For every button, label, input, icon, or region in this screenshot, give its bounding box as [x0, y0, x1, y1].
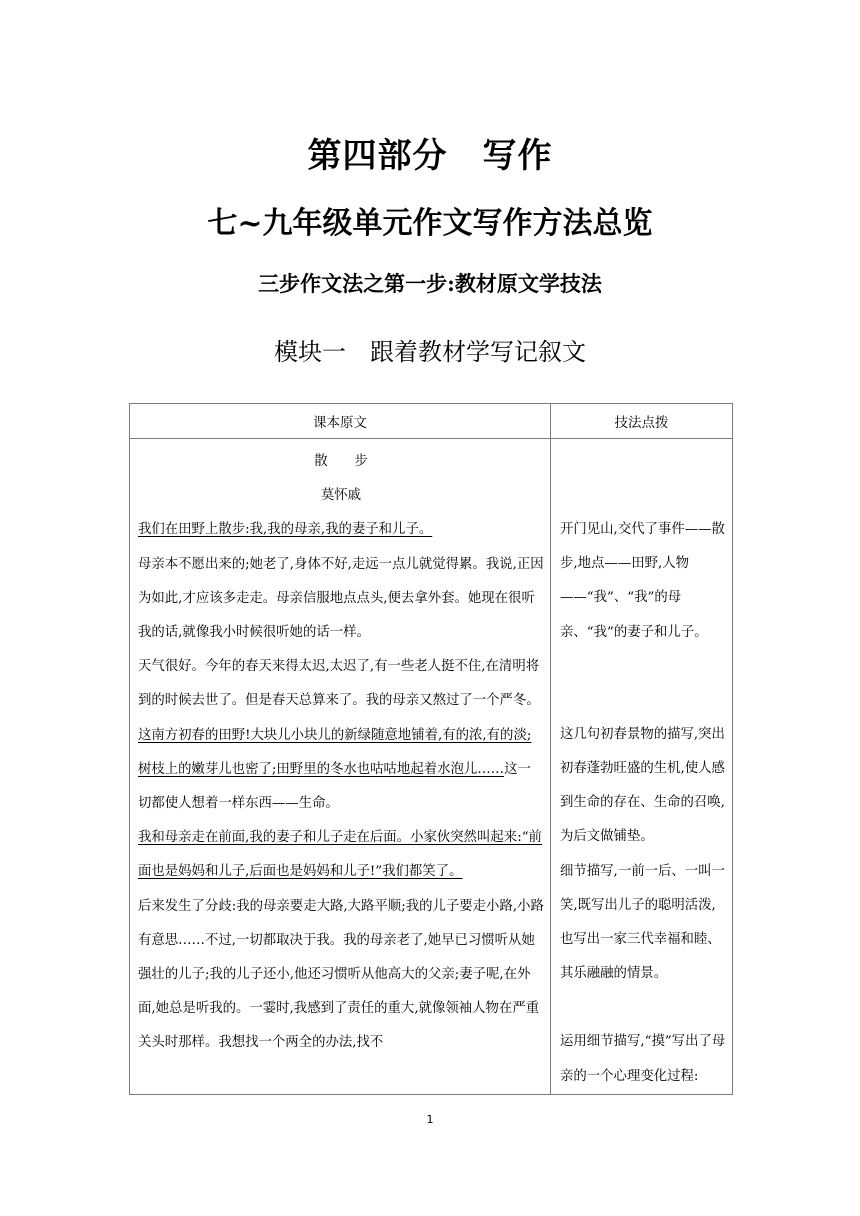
table-body-row	[130, 439, 733, 1095]
plain-text: 后来发生了分歧:我的母亲要走大路,大路平顺;我的儿子要走小路,小路有意思……不过,一切都取决于我。我的母亲老了,她早已习惯听从她强壮的儿子;我的儿子还小,他还习惯听从他高大的父亲;妻子呢,在外面,她总是听我的。一霎时,我感到了责任的重大,就像领袖人物在严重关头时那样。我想找一个两全的办法,找不	[138, 898, 544, 1051]
original-text-cell	[130, 439, 551, 1095]
paragraph	[138, 548, 544, 651]
underlined-text: 我们在田野上散步:我,我的母亲,我的妻子和儿子。	[138, 522, 433, 538]
technique-notes-cell	[551, 439, 733, 1095]
main-title: 七~九年级单元作文写作方法总览	[207, 206, 653, 241]
note: 开门见山,交代了事件——散步,地点——田野,人物——“我”、“我”的母亲、“我”的妻子和儿子。	[560, 522, 725, 640]
module-title: 模块一 跟着教材学写记叙文	[274, 338, 586, 366]
paragraph	[138, 650, 544, 718]
plain-text: 天气很好。今年的春天来得太迟,太迟了,有一些老人挺不住,在清明将到的时候去世了。但是春天总算来了。我的母亲又熬过了一个严冬。	[138, 659, 540, 709]
part-title: 第四部分 写作	[307, 136, 553, 176]
underlined-text: 我和母亲走在前面,我的妻子和儿子走在后面。小家伙突然叫起来:“前面也是妈妈和儿子,后面也是妈妈和儿子!”我们都笑了。	[138, 830, 542, 880]
paragraph	[138, 890, 544, 1061]
underlined-text: 这南方初春的田野!大块儿小块儿的新绿随意地铺着,有的浓,有的淡;树枝上的嫩芽儿也密了;田野里的冬水也咕咕地起着水泡儿……	[138, 727, 532, 777]
essay-title: 散 步	[314, 454, 368, 469]
essay-author: 莫怀戚	[320, 488, 362, 504]
note: 这几句初春景物的描写,突出初春蓬勃旺盛的生机,使人感到生命的存在、生命的召唤,为后文做铺垫。	[560, 726, 725, 845]
note: 细节描写,一前一后、一叫一笑,既写出儿子的聪明活泼,也写出一家三代幸福和睦、其乐融融的情景。	[560, 863, 725, 982]
sub-title: 三步作文法之第一步:教材原文学技法	[258, 271, 602, 296]
plain-text: 这一切都使人想着一样东西——生命。	[138, 761, 531, 812]
table-header-row	[130, 404, 733, 439]
plain-text: 母亲本不愿出来的;她老了,身体不好,走远一点儿就觉得累。我说,正因为如此,才应该多走走。母亲信服地点点头,便去拿外套。她现在很听我的话,就像我小时候很听她的话一样。	[138, 556, 544, 641]
paragraph	[138, 719, 544, 822]
note: 运用细节描写,“摸”写出了母亲的一个心理变化过程:	[560, 1034, 726, 1084]
paragraph	[138, 513, 544, 547]
header-original-text: 课本原文	[130, 404, 551, 439]
header-technique-notes: 技法点拨	[551, 404, 733, 439]
page-number: 1	[426, 1113, 434, 1126]
paragraph	[138, 821, 544, 889]
technique-table	[129, 403, 733, 1095]
